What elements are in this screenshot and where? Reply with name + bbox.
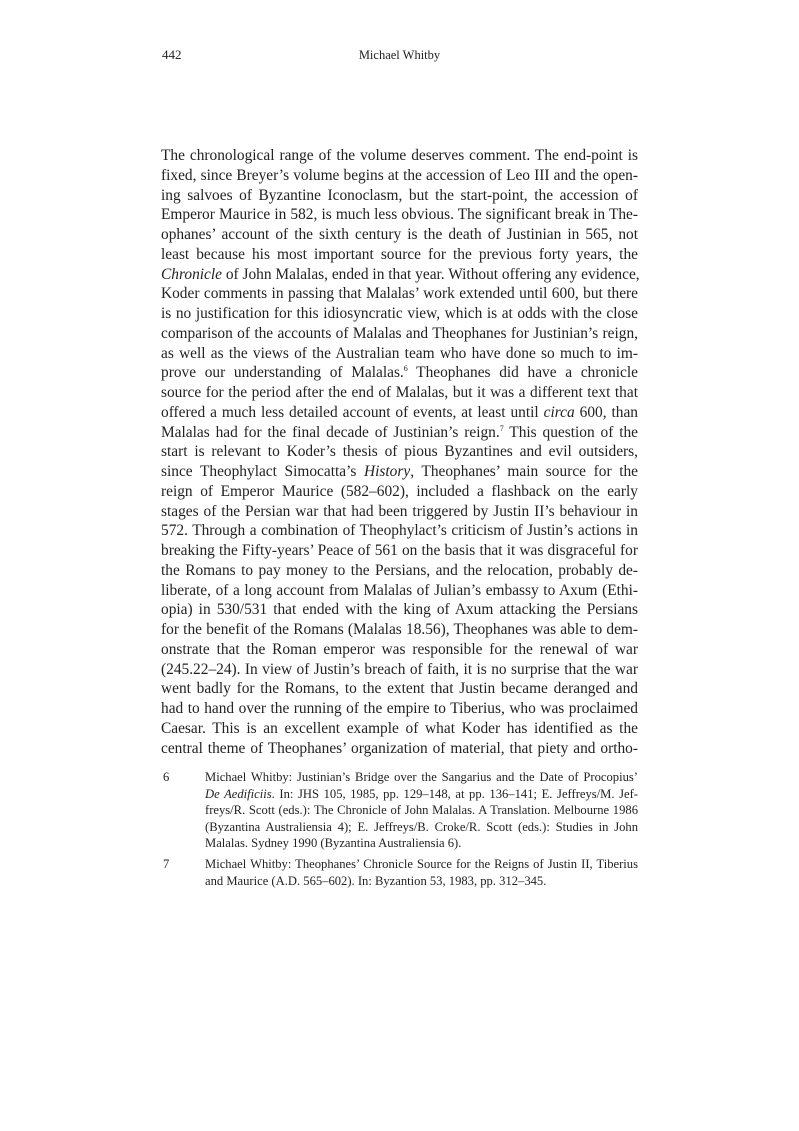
footnote-7: [161, 856, 638, 889]
text-line: [161, 383, 638, 403]
running-head-author: Michael Whitby: [358, 48, 441, 62]
footnote-text: [205, 769, 638, 852]
text-line: [161, 205, 638, 225]
text-line: [161, 146, 638, 166]
text-run: least because his most important source for the previous forty years, the: [161, 245, 638, 263]
text-line: [161, 324, 638, 344]
text-line: [161, 166, 638, 186]
text-run: stages of the Persian war that had been triggered by Justin II’s behaviour in: [161, 502, 638, 520]
text-line: [205, 786, 638, 803]
text-line: [161, 541, 638, 561]
text-run: for the benefit of the Romans (Malalas 18.56), Theophanes was able to dem-: [161, 621, 638, 638]
text-run: Michael Whitby: Theophanes’ Chronicle Source for the Reigns of Justin II, Tiberius: [205, 857, 638, 871]
footnote-number: 6: [163, 770, 170, 784]
text-line: [161, 225, 638, 245]
text-run: freys/R. Scott (eds.): The Chronicle of John Malalas. A Translation. Melbourne 1986: [205, 803, 638, 818]
text-run: of John Malalas, ended in that year. Without offering any evidence,: [221, 265, 640, 283]
text-run: This question of the: [503, 423, 638, 441]
text-run: source for the period after the end of Malalas, but it was a different text that: [161, 384, 638, 401]
italic-title: Chronicle: [161, 265, 222, 283]
footnote-number: 7: [163, 857, 170, 871]
text-line: [161, 620, 638, 640]
text-run: ing salvoes of Byzantine Iconoclasm, but the start-point, the accession of: [161, 186, 638, 204]
text-line: [161, 502, 638, 522]
text-line: [161, 284, 638, 304]
text-line: [161, 245, 638, 265]
text-line: [161, 363, 638, 383]
text-run: reign of Emperor Maurice (582–602), included a flashback on the early: [161, 482, 638, 500]
text-run: 572. Through a combination of Theophylact’s criticism of Justin’s actions in: [161, 522, 638, 540]
footnote-ref: 7: [499, 423, 504, 433]
text-run: liberate, of a long account from Malalas of Julian’s embassy to Axum (Ethi-: [161, 581, 638, 599]
text-line: [205, 802, 638, 819]
text-run: offered a much less detailed account of events, at least until: [161, 403, 544, 421]
text-run: breaking the Fifty-years’ Peace of 561 on the basis that it was disgraceful for: [161, 542, 638, 559]
text-line: [205, 873, 638, 890]
text-run: Malalas. Sydney 1990 (Byzantina Australiensia 6).: [205, 836, 462, 851]
text-run: Caesar. This is an excellent example of what Koder has identified as the: [161, 719, 638, 737]
text-run: Michael Whitby: Justinian’s Bridge over the Sangarius and the Date of Procopius’: [205, 770, 638, 784]
text-run: Theophanes did have a chronicle: [407, 364, 638, 382]
text-run: ophanes’ account of the sixth century is the death of Justinian in 565, not: [161, 226, 638, 243]
running-head: [0, 48, 799, 63]
text-line: [161, 265, 638, 285]
text-line: [161, 739, 638, 759]
text-run: (Byzantina Australiensia 4); E. Jeffreys/B. Croke/R. Scott (eds.): Studies in John: [205, 819, 638, 834]
text-run: start is relevant to Koder’s thesis of pious Byzantines and evil outsiders,: [161, 443, 638, 461]
text-line: [205, 769, 638, 786]
body-text: [161, 146, 638, 758]
text-run: as well as the views of the Australian team who have done so much to im-: [161, 344, 638, 362]
text-line: [161, 186, 638, 206]
text-run: onstrate that the Roman emperor was responsible for the renewal of war: [161, 640, 638, 658]
text-run: the Romans to pay money to the Persians, and the relocation, probably de-: [161, 561, 638, 579]
text-run: 600, than: [574, 403, 638, 421]
text-run: since Theophylact Simocatta’s: [161, 463, 365, 480]
footnote-ref: 6: [403, 364, 408, 374]
text-run: and Maurice (A.D. 565–602). In: Byzantion 53, 1983, pp. 312–345.: [205, 873, 547, 888]
text-line: [161, 403, 638, 423]
text-line: [161, 699, 638, 719]
text-line: [161, 640, 638, 660]
text-line: [161, 482, 638, 502]
text-run: fixed, since Breyer’s volume begins at the accession of Leo III and the open-: [161, 166, 638, 184]
italic-title: History: [364, 463, 411, 480]
text-run: Koder comments in passing that Malalas’ work extended until 600, but there: [161, 285, 638, 303]
text-line: [161, 442, 638, 462]
text-run: The chronological range of the volume deserves comment. The end-point is: [161, 147, 638, 164]
text-line: [161, 423, 638, 443]
text-line: [205, 819, 638, 836]
text-line: [161, 462, 638, 482]
italic-title: circa: [543, 403, 575, 421]
italic-title: De Aedificiis: [205, 786, 272, 801]
text-line: [161, 581, 638, 601]
text-line: [161, 600, 638, 620]
text-run: (245.22–24). In view of Justin’s breach of faith, it is no surprise that the war: [161, 660, 638, 678]
text-line: [161, 561, 638, 581]
text-run: , Theophanes’ main source for the: [410, 463, 639, 480]
text-line: [161, 521, 638, 541]
page-number: 442: [162, 47, 182, 62]
footnote-text: [205, 856, 638, 889]
text-line: [205, 835, 638, 852]
text-line: [161, 660, 638, 680]
text-run: went badly for the Romans, to the extent that Justin became deranged and: [161, 680, 638, 698]
text-run: . In: JHS 105, 1985, pp. 129–148, at pp. 136–141; E. Jeffreys/M. Jef-: [271, 786, 639, 801]
footnote-6: [161, 769, 638, 852]
text-run: Malalas had for the final decade of Justinian’s reign.: [161, 423, 500, 441]
text-run: Emperor Maurice in 582, is much less obvious. The significant break in The-: [161, 206, 638, 224]
text-line: [161, 719, 638, 739]
text-line: [161, 344, 638, 364]
text-line: [205, 856, 638, 873]
text-run: had to hand over the running of the empire to Tiberius, who was proclaimed: [161, 700, 638, 717]
text-run: is no justification for this idiosyncratic view, which is at odds with the close: [161, 305, 638, 322]
text-line: [161, 679, 638, 699]
text-run: comparison of the accounts of Malalas and Theophanes for Justinian’s reign,: [161, 324, 638, 342]
text-run: prove our understanding of Malalas.: [161, 364, 404, 382]
text-run: central theme of Theophanes’ organization of material, that piety and ortho-: [161, 739, 638, 757]
text-run: opia) in 530/531 that ended with the king of Axum attacking the Persians: [161, 601, 638, 619]
text-line: [161, 304, 638, 324]
